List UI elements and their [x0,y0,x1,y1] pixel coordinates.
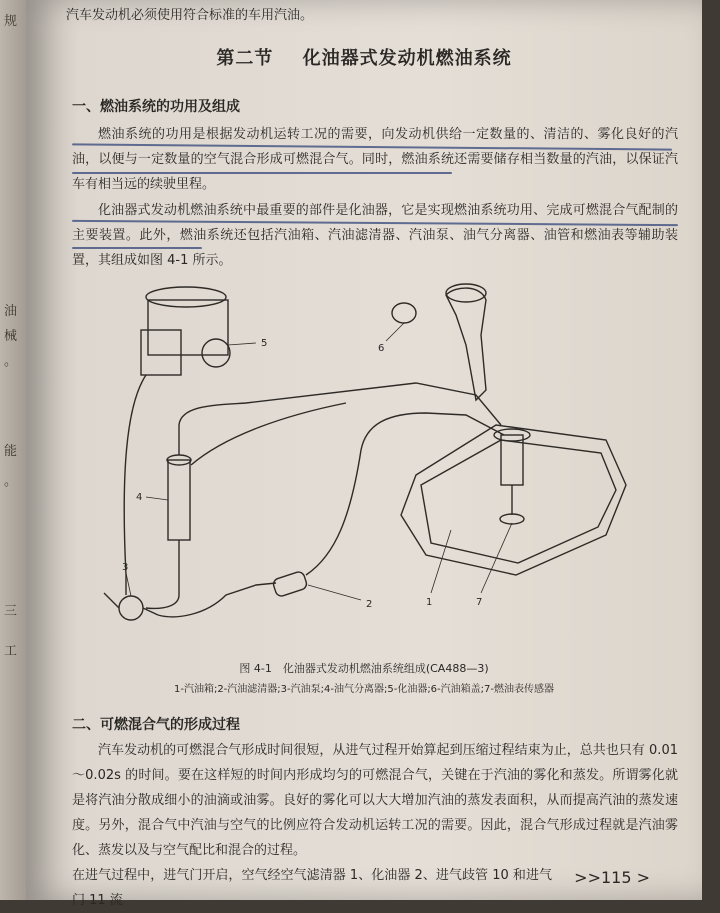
section-title-text: 化油器式发动机燃油系统 [302,48,512,69]
carburetor-bowl [202,339,230,367]
gutter-char: 油 [4,304,18,319]
gutter-char: 能 [4,444,18,459]
vent-line [191,403,346,465]
paragraph-function: 燃油系统的功用是根据发动机运转工况的需要，向发动机供给一定数量的、清洁的、雾化良好的汽油，以便与一定数量的空气混合形成可燃混合气。同时，燃油系统还需要储存相当数量的汽油，以保证汽车有相当远的续驶里程。 [72,127,678,192]
label-fuel-pump: 3 [122,562,129,573]
figure-caption: 图 4-1 化油器式发动机燃油系统组成(CA488—3) [239,662,489,675]
fuel-line [306,413,504,575]
fuel-tank-inner [421,440,616,563]
fuel-line [146,540,179,608]
fuel-tank-cap [392,303,416,323]
fuel-filter [272,570,308,597]
fuel-pump [119,596,143,620]
figure-legend: 1-汽油箱;2-汽油滤清器;3-汽油泵;4-油气分离器;5-化油器;6-汽油箱盖;7-燃油表传感器 [173,684,554,695]
fuel-line [158,583,276,617]
previous-paragraph-line: 汽车发动机必须使用符合标准的车用汽油。 [66,8,314,23]
section-number: 第二节 [216,48,274,69]
page-number: >>115 > [574,868,650,887]
label-sender: 7 [476,597,483,608]
filler-neck [446,288,486,400]
section-title [26,44,702,70]
fuel-tank [401,425,626,575]
paragraph-components: 化油器式发动机燃油系统中最重要的部件是化油器，它是实现燃油系统功用、完成可燃混合气配制的主要装置。此外，燃油系统还包括汽油箱、汽油滤清器、汽油泵、油气分离器、油管和燃油表等辅助装置，其组成如图 4-1 所示。 [72,203,678,268]
fuel-system-diagram [86,275,646,655]
carburetor-top [146,287,226,307]
gutter-char: 规 [4,14,18,29]
label-carburetor: 5 [261,338,268,349]
return-line [179,383,501,455]
gutter-char: 三 [4,604,18,619]
label-filter: 2 [366,599,373,610]
gutter-char: 。 [4,474,18,489]
carburetor-body [148,300,228,355]
carburetor-lower [141,330,181,375]
book-gutter [0,0,26,900]
heading-function-composition: 一、燃油系统的功用及组成 [72,99,240,115]
label-vapor-separator: 4 [136,492,143,503]
pen-underline [72,247,202,249]
gutter-char: 工 [4,644,18,659]
sender-float [500,514,524,524]
label-tank-cap: 6 [378,343,385,354]
label-fuel-tank: 1 [426,597,433,608]
heading-mixture-formation: 二、可燃混合气的形成过程 [72,717,240,733]
gutter-char: 械 [4,329,18,344]
pen-underline [72,172,452,174]
filler-neck-opening [446,284,486,302]
vapor-separator [168,460,190,540]
book-page [26,0,702,908]
paragraph-intake: 在进气过程中，进气门开启，空气经空气滤清器 1、化油器 2、进气歧管 10 和进气门 11 流 [72,868,552,908]
gutter-char: 。 [4,354,18,369]
paragraph-mixture: 汽车发动机的可燃混合气形成时间很短，从进气过程开始算起到压缩过程结束为止，总共也只有 0.01～0.02s 的时间。要在这样短的时间内形成均匀的可燃混合气，关键在于汽油的雾化和蒸发。所谓雾化就是将汽油分散成细小的油滴或油雾。良好的雾化可以大大增加汽油的蒸发表面积，从而提高汽油的蒸发速度。另外，混合气中汽油与空气的比例应符合发动机运转工况的需要。因此，混合气形成过程就是汽油雾化、蒸发以及与空气配比和混合的过程。 [72,743,678,858]
